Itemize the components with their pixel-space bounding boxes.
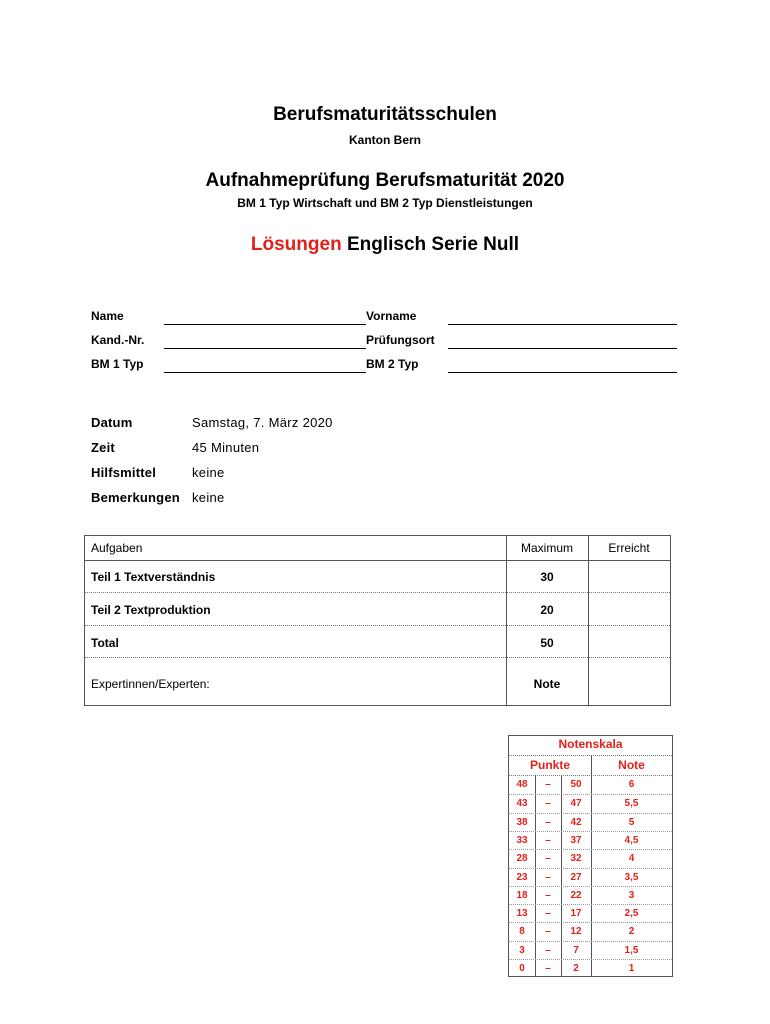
info-value-zeit: 45 Minuten [192, 440, 260, 455]
info-value-bemerkungen: keine [192, 490, 225, 505]
grading-scale-points-from: 18 [516, 889, 528, 901]
grading-scale-range-dash: – [545, 834, 551, 846]
grading-scale-row [509, 941, 672, 960]
grading-scale-points-from: 8 [519, 926, 525, 938]
grading-scale-range-dash: – [545, 908, 551, 920]
grading-scale-row [509, 776, 672, 794]
grading-scale-points-to: 12 [570, 926, 582, 938]
bm1-field-line[interactable] [164, 372, 366, 373]
bm1-label: BM 1 Typ [91, 357, 144, 371]
info-label-bemerkungen: Bemerkungen [91, 490, 180, 505]
grading-scale-points-to: 17 [570, 908, 582, 920]
solutions-subject: Englisch Serie Null [341, 234, 520, 255]
info-label-datum: Datum [91, 415, 133, 430]
grading-scale-range-dash: – [545, 944, 551, 956]
grading-scale-grade: 3,5 [624, 871, 639, 883]
col-header-task: Aufgaben [91, 541, 143, 555]
achieved-input-teil1[interactable] [589, 562, 669, 591]
task-row-max: 50 [540, 636, 554, 650]
bm2-field-line[interactable] [448, 372, 677, 373]
grading-scale-points-from: 13 [516, 908, 528, 920]
grading-scale-row [509, 886, 672, 905]
page-title: Berufsmaturitätsschulen [273, 104, 497, 125]
grading-scale-table [508, 735, 673, 977]
info-label-hilfsmittel: Hilfsmittel [91, 465, 157, 480]
grading-scale-row [509, 868, 672, 887]
info-value-hilfsmittel: keine [192, 465, 225, 480]
grading-scale-points-from: 33 [516, 834, 528, 846]
task-row-max: 30 [540, 570, 554, 584]
grading-scale-range-dash: – [545, 779, 551, 790]
grading-scale-grade: 3 [628, 889, 635, 901]
pruefungsort-field-line[interactable] [448, 348, 677, 349]
grading-scale-range-dash: – [545, 798, 551, 810]
table-divider [85, 657, 670, 658]
solutions-word: Lösungen [250, 234, 342, 255]
grading-scale-points-to: 37 [570, 834, 582, 846]
col-header-achieved: Erreicht [608, 541, 650, 555]
grading-scale-row [509, 959, 672, 978]
grading-scale-grade: 6 [628, 779, 635, 790]
grading-scale-row [509, 794, 672, 813]
grading-scale-points-from: 48 [516, 779, 528, 790]
achieved-input-total[interactable] [589, 627, 669, 656]
grading-scale-points-to: 7 [573, 944, 579, 956]
table-divider [85, 560, 670, 561]
score-table [84, 535, 671, 706]
col-header-max: Maximum [520, 541, 573, 555]
grading-scale-points-from: 0 [519, 963, 525, 974]
exam-subtitle: BM 1 Typ Wirtschaft und BM 2 Typ Dienstleistungen [237, 196, 533, 210]
grading-scale-grade: 2,5 [624, 908, 639, 920]
solutions-title [0, 234, 770, 256]
info-label-zeit: Zeit [91, 440, 115, 455]
experts-label: Expertinnen/Experten: [91, 677, 210, 691]
achieved-input-teil2[interactable] [589, 594, 669, 624]
grading-scale-points-from: 3 [519, 944, 525, 956]
pruefungsort-label: Prüfungsort [366, 333, 435, 347]
task-row-max: 20 [540, 603, 554, 617]
grading-scale-range-dash: – [545, 853, 551, 865]
info-value-datum: Samstag, 7. März 2020 [192, 415, 333, 430]
grading-scale-row [509, 831, 672, 850]
bm2-label: BM 2 Typ [366, 357, 419, 371]
grading-scale-range-dash: – [545, 816, 551, 828]
grading-scale-row [509, 922, 672, 941]
kand-nr-field-line[interactable] [164, 348, 366, 349]
grading-scale-range-dash: – [545, 871, 551, 883]
grading-scale-points-to: 47 [570, 798, 582, 810]
grading-scale-row [509, 849, 672, 868]
grading-scale-row [509, 904, 672, 923]
grading-scale-points-to: 22 [570, 889, 582, 901]
grading-scale-points-from: 43 [516, 798, 528, 810]
grading-scale-range-dash: – [545, 963, 551, 974]
canton-subtitle: Kanton Bern [349, 133, 421, 147]
grading-scale-points-to: 32 [570, 853, 582, 865]
kand-nr-label: Kand.-Nr. [91, 333, 145, 347]
name-label: Name [91, 309, 124, 323]
table-divider [85, 625, 670, 626]
grading-scale-points-from: 28 [516, 853, 528, 865]
points-column-header: Punkte [529, 758, 570, 772]
grading-scale-grade: 1,5 [624, 944, 639, 956]
grading-scale-grade: 2 [628, 926, 635, 938]
exam-title: Aufnahmeprüfung Berufsmaturität 2020 [205, 170, 565, 191]
task-row-label: Total [91, 636, 119, 650]
grading-scale-range-dash: – [545, 889, 551, 901]
grading-scale-grade: 5 [628, 816, 635, 828]
grading-scale-range-dash: – [545, 926, 551, 938]
grading-scale-points-to: 42 [570, 816, 582, 828]
grading-scale-title: Notenskala [558, 737, 623, 751]
grading-scale-grade: 4,5 [624, 834, 639, 846]
grading-scale-points-from: 23 [516, 871, 528, 883]
grading-scale-points-to: 2 [573, 963, 579, 974]
table-divider [85, 592, 670, 593]
task-row-label: Teil 1 Textverständnis [91, 570, 216, 584]
grading-scale-grade: 1 [628, 963, 635, 974]
grading-scale-points-from: 38 [516, 816, 528, 828]
name-field-line[interactable] [164, 324, 366, 325]
grading-scale-points-to: 50 [570, 779, 582, 790]
grading-scale-grade: 4 [628, 853, 635, 865]
vorname-label: Vorname [366, 309, 417, 323]
note-input[interactable] [589, 659, 669, 705]
grading-scale-row [509, 813, 672, 832]
grading-scale-points-to: 27 [570, 871, 582, 883]
grade-column-header: Note [618, 758, 645, 772]
note-label: Note [533, 677, 561, 691]
vorname-field-line[interactable] [448, 324, 677, 325]
grading-scale-grade: 5,5 [624, 798, 639, 810]
task-row-label: Teil 2 Textproduktion [91, 603, 211, 617]
